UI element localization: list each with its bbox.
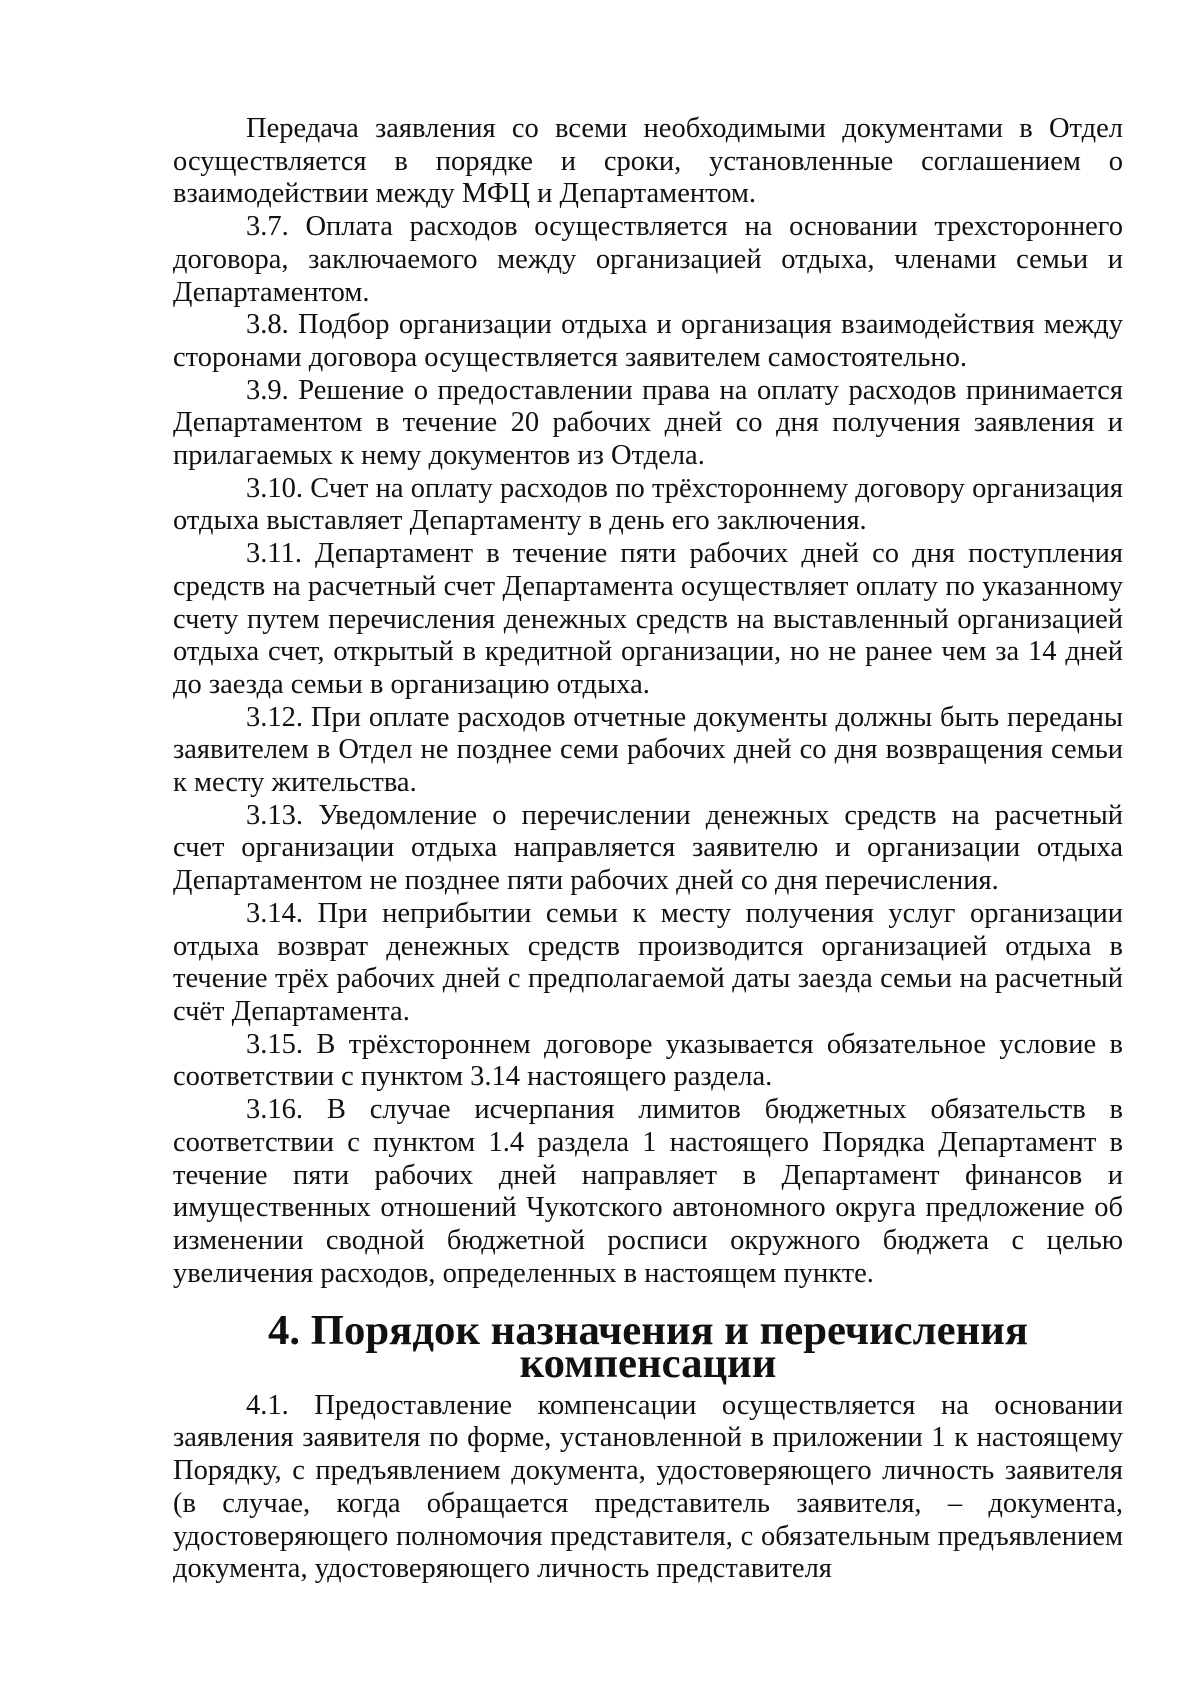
- paragraph-3-7: 3.7. Оплата расходов осуществляется на основании трехстороннего договора, заключаемого между организацией отдыха, членами семьи и Департаментом.: [173, 211, 1123, 308]
- paragraph-3-14: 3.14. При неприбытии семьи к месту получения услуг организации отдыха возврат денежных средств производится организацией отдыха в течение трёх рабочих дней с предполагаемой даты заезда семьи на расчетный счёт Департамента.: [173, 897, 1123, 1027]
- paragraph-3-11: 3.11. Департамент в течение пяти рабочих дней со дня поступления средств на расчетный счет Департамента осуществляет оплату по указанному счету путем перечисления денежных средств на выставленный организацией отдыха счет, открытый в кредитной организации, но не ранее чем за 14 дней до заезда семьи в организацию отдыха.: [173, 538, 1123, 700]
- paragraph-4-1: 4.1. Предоставление компенсации осуществляется на основании заявления заявителя по форме, установленной в приложении 1 к настоящему Порядку, с предъявлением документа, удостоверяющего личность заявителя (в случае, когда обращается представитель заявителя, – документа, удостоверяющего полномочия представителя, с обязательным предъявлением документа, удостоверяющего личность представителя: [173, 1389, 1123, 1585]
- paragraph-3-12: 3.12. При оплате расходов отчетные документы должны быть переданы заявителем в Отдел не позднее семи рабочих дней со дня возвращения семьи к месту жительства.: [173, 701, 1123, 799]
- paragraph-3-10: 3.10. Счет на оплату расходов по трёхстороннему договору организация отдыха выставляет Департаменту в день его заключения.: [173, 472, 1123, 537]
- paragraph-3-16: 3.16. В случае исчерпания лимитов бюджетных обязательств в соответствии с пунктом 1.4 раздела 1 настоящего Порядка Департамент в течение пяти рабочих дней направляет в Департамент финансов и имущественных отношений Чукотского автономного округа предложение об изменении сводной бюджетной росписи окружного бюджета с целью увеличения расходов, определенных в настоящем пункте.: [173, 1094, 1123, 1289]
- document-body: [173, 113, 1123, 1586]
- section-4-heading: 4. Порядок назначения и перечисления компенсации: [268, 1307, 1028, 1388]
- paragraph-3-15: 3.15. В трёхстороннем договоре указывается обязательное условие в соответствии с пунктом 3.14 настоящего раздела.: [173, 1028, 1123, 1093]
- paragraph-transfer-of-application: Передача заявления со всеми необходимыми документами в Отдел осуществляется в порядке и сроки, установленные соглашением о взаимодействии между МФЦ и Департаментом.: [173, 113, 1123, 210]
- paragraph-3-8: 3.8. Подбор организации отдыха и организация взаимодействия между сторонами договора осуществляется заявителем самостоятельно.: [173, 309, 1123, 373]
- paragraph-3-13: 3.13. Уведомление о перечислении денежных средств на расчетный счет организации отдыха направляется заявителю и организации отдыха Департаментом не позднее пяти рабочих дней со дня перечисления.: [173, 799, 1123, 897]
- paragraph-3-9: 3.9. Решение о предоставлении права на оплату расходов принимается Департаментом в течение 20 рабочих дней со дня получения заявления и прилагаемых к нему документов из Отдела.: [173, 374, 1123, 472]
